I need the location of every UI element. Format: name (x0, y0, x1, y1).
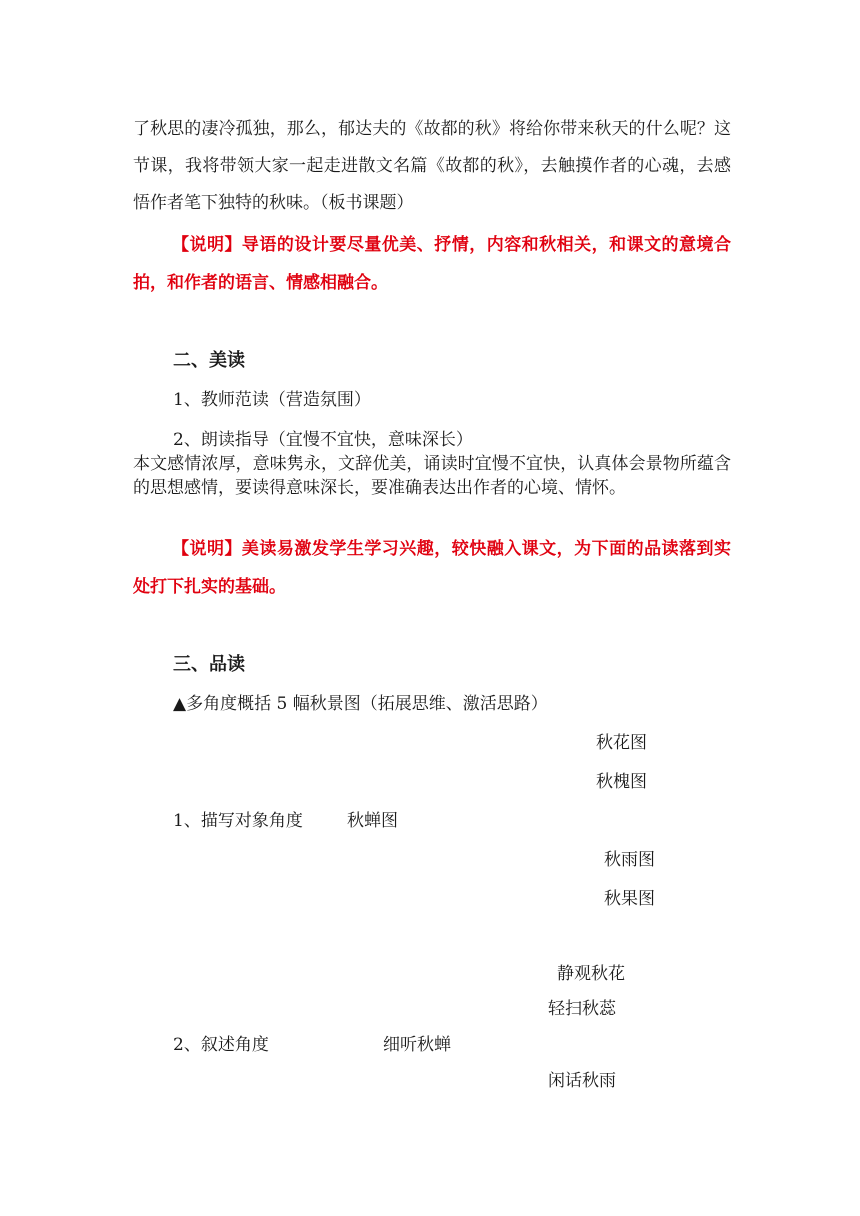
explanation-note-1: 【说明】导语的设计要尽量优美、抒情，内容和秋相关，和课文的意境合拍，和作者的语言、情感相融合。 (133, 235, 731, 293)
list-item-teacher-reading: 1、教师范读（营造氛围） (173, 390, 371, 410)
angle-label-narrative: 2、叙述角度 (173, 1035, 269, 1055)
section-heading-pindu: 三、品读 (173, 654, 245, 675)
explanation-note-2: 【说明】美读易激发学生学习兴趣，较快融入课文，为下面的品读落到实处打下扎实的基础。 (133, 539, 731, 597)
reading-guidance-body: 本文感情浓厚，意味隽永，文辞优美，诵读时宜慢不宜快，认真体会景物所蕴含的思想感情，要读得意味深长，要准确表达出作者的心境、情怀。 (133, 454, 731, 498)
scene-item-flowers: 秋花图 (596, 733, 647, 753)
scene-item-locust: 秋槐图 (596, 772, 647, 792)
angle-label-object: 1、描写对象角度 (173, 811, 303, 831)
narrative-item-rain: 闲话秋雨 (548, 1071, 616, 1091)
narrative-item-flowers: 静观秋花 (557, 964, 625, 984)
intro-paragraph: 了秋思的凄冷孤独，那么，郁达夫的《故都的秋》将给你带来秋天的什么呢？这节课，我将带领大家一起走进散文名篇《故都的秋》，去触摸作者的心魂，去感悟作者笔下独特的秋味。（板书课题） (133, 119, 731, 213)
narrative-item-stamens: 轻扫秋蕊 (548, 999, 616, 1019)
section-heading-meidu: 二、美读 (173, 350, 245, 371)
list-item-reading-guidance: 2、朗读指导（宜慢不宜快，意味深长） (173, 430, 473, 450)
task-line: ▲多角度概括 5 幅秋景图（拓展思维、激活思路） (173, 694, 548, 714)
scene-item-rain: 秋雨图 (604, 850, 655, 870)
scene-item-cicada: 秋蝉图 (347, 811, 398, 831)
narrative-item-cicada: 细听秋蝉 (383, 1035, 451, 1055)
scene-item-fruit: 秋果图 (604, 889, 655, 909)
